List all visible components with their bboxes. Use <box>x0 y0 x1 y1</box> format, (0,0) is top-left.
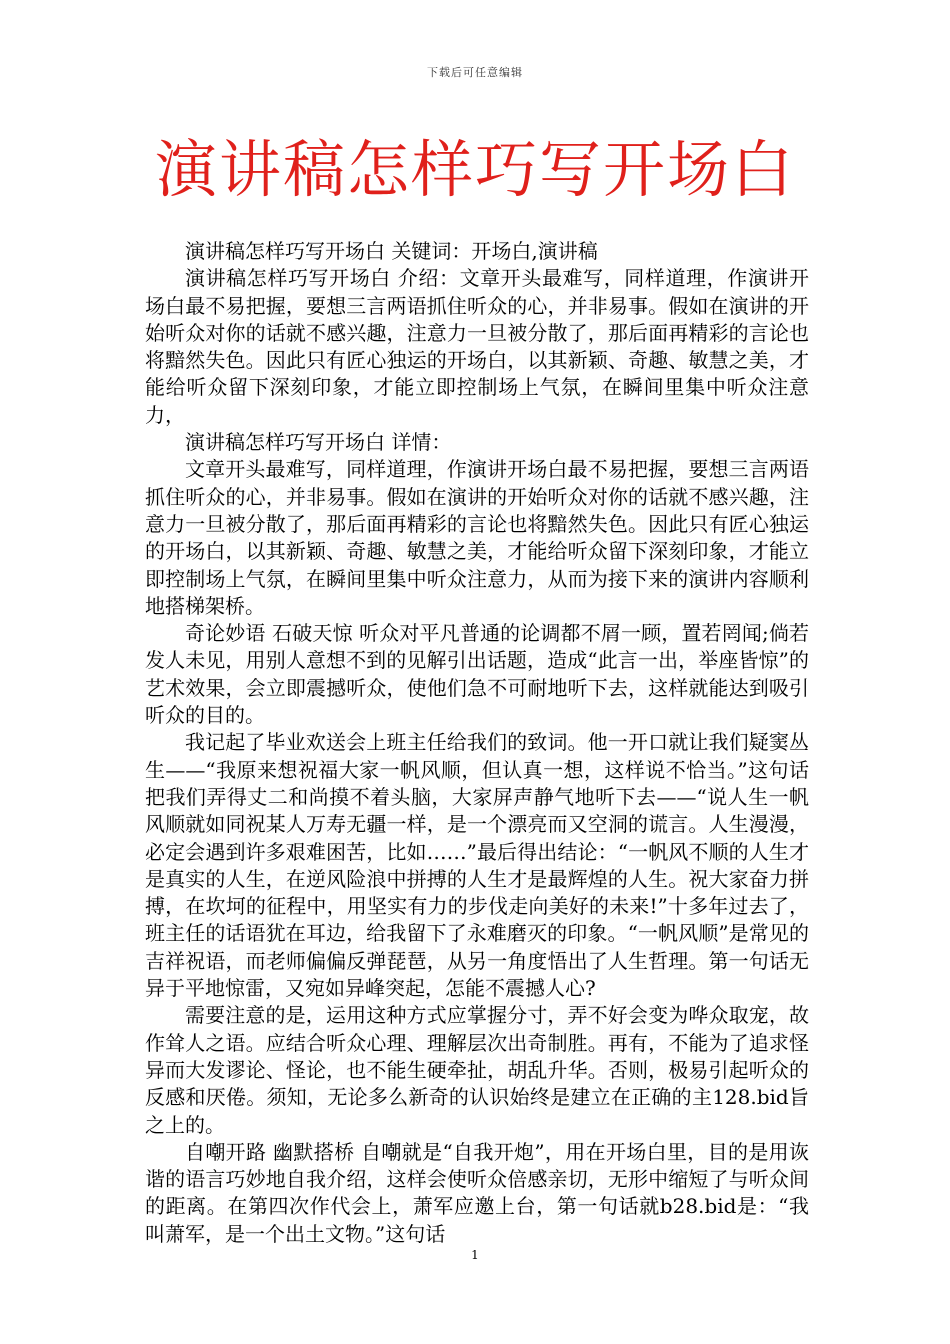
paragraph-body: 需要注意的是，运用这种方式应掌握分寸，弄不好会变为哗众取宠，故作耸人之语。应结合听众心理、理解层次出奇制胜。再有，不能为了追求怪异而大发谬论、怪论，也不能生硬牵扯，胡乱升华。否则，极易引起听众的反感和厌倦。须知，无论多么新奇的认识始终是建立在正确的主128.bid旨之上的。 <box>145 1003 809 1137</box>
paragraph-introduction: 演讲稿怎样巧写开场白 介绍：文章开头最难写，同样道理，作演讲开场白最不易把握，要想三言两语抓住听众的心，并非易事。假如在演讲的开始听众对你的话就不感兴趣，注意力一旦被分散了，那后面再精彩的言论也将黯然失色。因此只有匠心独运的开场白，以其新颖、奇趣、敏慧之美，才能给听众留下深刻印象，才能立即控制场上气氛，在瞬间里集中听众注意力， <box>145 266 809 427</box>
page-number: 1 <box>471 1248 479 1262</box>
paragraph-keywords: 演讲稿怎样巧写开场白 关键词：开场白,演讲稿 <box>185 239 598 263</box>
paragraph-body: 奇论妙语 石破天惊 听众对平凡普通的论调都不屑一顾，置若罔闻;倘若发人未见，用别人意想不到的见解引出话题，造成“此言一出，举座皆惊”的艺术效果，会立即震撼听众，使他们急不可耐地听下去，这样就能达到吸引听众的目的。 <box>145 621 809 728</box>
document-body <box>145 238 809 1248</box>
paragraph-body: 自嘲开路 幽默搭桥 自嘲就是“自我开炮”，用在开场白里，目的是用诙谐的语言巧妙地自我介绍，这样会使听众倍感亲切，无形中缩短了与听众间的距离。在第四次作代会上，萧军应邀上台，第一句话就b28.bid是：“我叫萧军，是一个出土文物。”这句话 <box>145 1139 809 1246</box>
header-note: 下载后可任意编辑 <box>427 66 523 79</box>
paragraph-body: 我记起了毕业欢送会上班主任给我们的致词。他一开口就让我们疑窦丛生——“我原来想祝福大家一帆风顺，但认真一想，这样说不恰当。”这句话把我们弄得丈二和尚摸不着头脑，大家屏声静气地听下去——“说人生一帆风顺就如同祝某人万寿无疆一样，是一个漂亮而又空洞的谎言。人生漫漫，必定会遇到许多艰难困苦，比如……”最后得出结论：“一帆风不顺的人生才是真实的人生，在逆风险浪中拼搏的人生才是最辉煌的人生。祝大家奋力拼搏，在坎坷的征程中，用坚实有力的步伐走向美好的未来!”十多年过去了，班主任的话语犹在耳边，给我留下了永难磨灭的印象。“一帆风顺”是常见的吉祥祝语，而老师偏偏反弹琵琶，从另一角度悟出了人生哲理。第一句话无异于平地惊雷，又宛如异峰突起，怎能不震撼人心? <box>145 730 809 1001</box>
paragraph-body: 文章开头最难写，同样道理，作演讲开场白最不易把握，要想三言两语抓住听众的心，并非易事。假如在演讲的开始听众对你的话就不感兴趣，注意力一旦被分散了，那后面再精彩的言论也将黯然失色。因此只有匠心独运的开场白，以其新颖、奇趣、敏慧之美，才能给听众留下深刻印象，才能立即控制场上气氛，在瞬间里集中听众注意力，从而为接下来的演讲内容顺利地搭梯架桥。 <box>145 457 809 618</box>
paragraph-details-heading: 演讲稿怎样巧写开场白 详情： <box>185 430 452 455</box>
document-title: 演讲稿怎样巧写开场白 <box>154 133 795 206</box>
